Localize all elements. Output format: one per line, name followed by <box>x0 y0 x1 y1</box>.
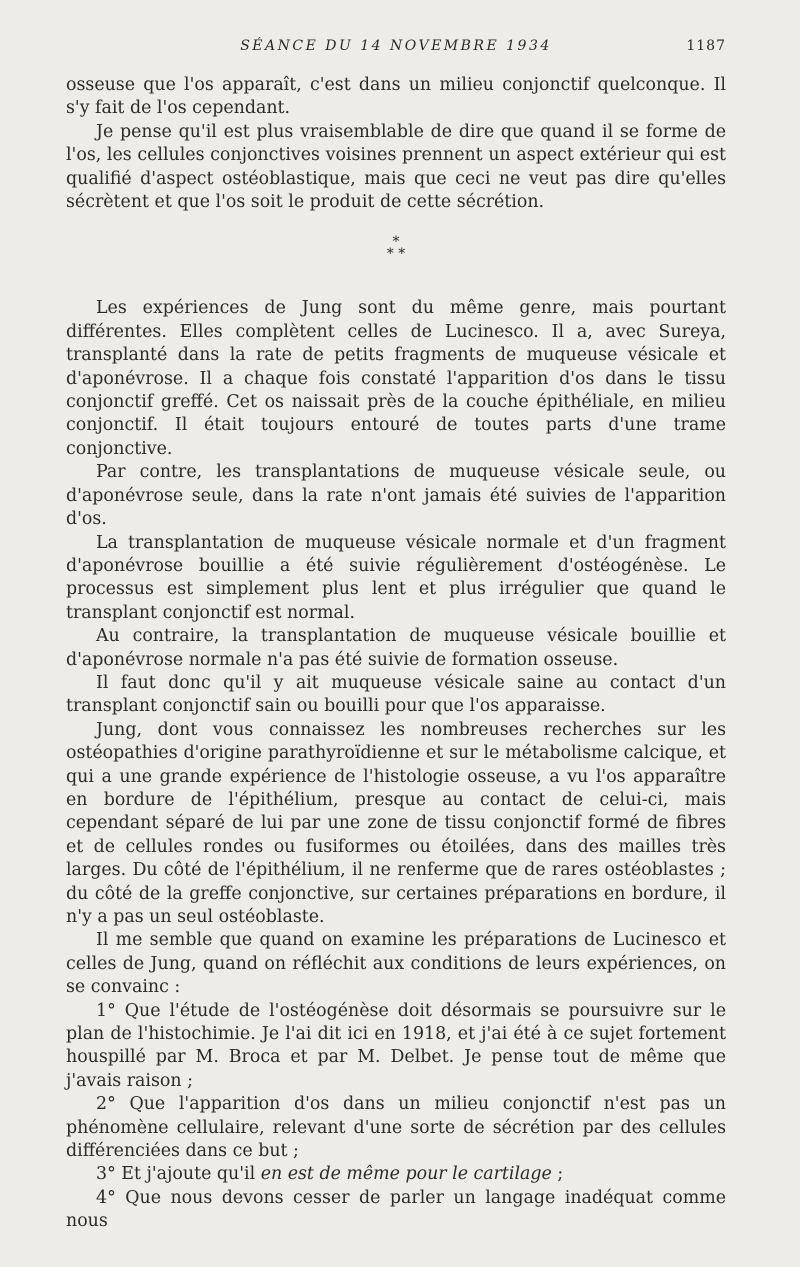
page-header <box>66 38 726 58</box>
item3-tail: ; <box>551 1164 564 1185</box>
paragraph: Jung, dont vous connaissez les nombreuses recherches sur les ostéopathies d'origine parathyroïdienne et sur le métabolisme calcique, et qui a une grande expérience de l'histologie osseuse, a vu l'os apparaître en bordure de l'épithélium, presque au contact de celui-ci, mais cependant séparé de lui par une zone de tissu conjonctif formé de fibres et de cellules rondes ou fusiformes ou étoilées, dans des mailles très larges. Du côté de l'épithélium, il ne renferme que de rares ostéoblastes ; du côté de la greffe conjonctive, sur certaines préparations en bordure, il n'y a pas un seul ostéoblaste. <box>66 719 726 927</box>
list-item-3 <box>66 1163 726 1186</box>
paragraph: osseuse que l'os apparaît, c'est dans un milieu conjonctif quelconque. Il s'y fait de l'os cependant. <box>66 75 726 119</box>
paragraph: Au contraire, la transplantation de muqueuse vésicale bouillie et d'aponévrose normale n'a pas été suivie de formation osseuse. <box>66 626 726 670</box>
item3-italic: en est de même pour le cartilage <box>260 1164 552 1185</box>
paragraph: Il me semble que quand on examine les préparations de Lucinesco et celles de Jung, quand on réfléchit aux conditions de leurs expériences, on se convainc : <box>66 930 726 998</box>
asterism: * * * <box>386 234 406 263</box>
body-text <box>66 74 726 1234</box>
paragraph: Il faut donc qu'il y ait muqueuse vésicale saine au contact d'un transplant conjonctif sain ou bouilli pour que l'os apparaisse. <box>66 672 726 717</box>
paragraph: La transplantation de muqueuse vésicale normale et d'un fragment d'aponévrose bouillie a été suivie régulièrement d'ostéogénèse. Le processus est simplement plus lent et plus irrégulier que quand le transplant conjonctif est normal. <box>66 532 726 623</box>
item3-lead: 3° Et j'ajoute qu'il <box>96 1164 261 1185</box>
section-separator <box>66 214 726 297</box>
running-title: SÉANCE DU 14 NOVEMBRE 1934 <box>240 38 552 54</box>
paragraph: Les expériences de Jung sont du même genre, mais pourtant différentes. Elles complètent celles de Lucinesco. Il a, avec Sureya, transplanté dans la rate de petits fragments de muqueuse vésicale et d'aponévrose. Il a chaque fois constaté l'apparition d'os dans le tissu conjonctif greffé. Cet os naissait près de la couche épithéliale, en milieu conjonctif. Il était toujours entouré de toutes parts d'une trame conjonctive. <box>66 298 726 459</box>
page-number: 1187 <box>686 38 726 54</box>
paragraph: 1° Que l'étude de l'ostéogénèse doit désormais se poursuivre sur le plan de l'histochimie. Je l'ai dit ici en 1918, et j'ai été à ce sujet fortement houspillé par M. Broca et par M. Delbet. Je pense tout de même que j'avais raison ; <box>66 1000 726 1091</box>
paragraph: 2° Que l'apparition d'os dans un milieu conjonctif n'est pas un phénomène cellulaire, relevant d'une sorte de sécrétion par des cellules différenciées dans ce but ; <box>66 1094 726 1162</box>
paragraph: Je pense qu'il est plus vraisemblable de dire que quand il se forme de l'os, les cellules conjonctives voisines prennent un aspect extérieur qui est qualifié d'aspect ostéoblastique, mais que ceci ne veut pas dire qu'elles sécrètent et que l'os soit le produit de cette sécrétion. <box>66 121 726 213</box>
paragraph: Par contre, les transplantations de muqueuse vésicale seule, ou d'aponévrose seule, dans la rate n'ont jamais été suivies de l'apparition d'os. <box>66 462 726 530</box>
list-item-4: 4° Que nous devons cesser de parler un langage inadéquat comme nous <box>66 1187 726 1232</box>
